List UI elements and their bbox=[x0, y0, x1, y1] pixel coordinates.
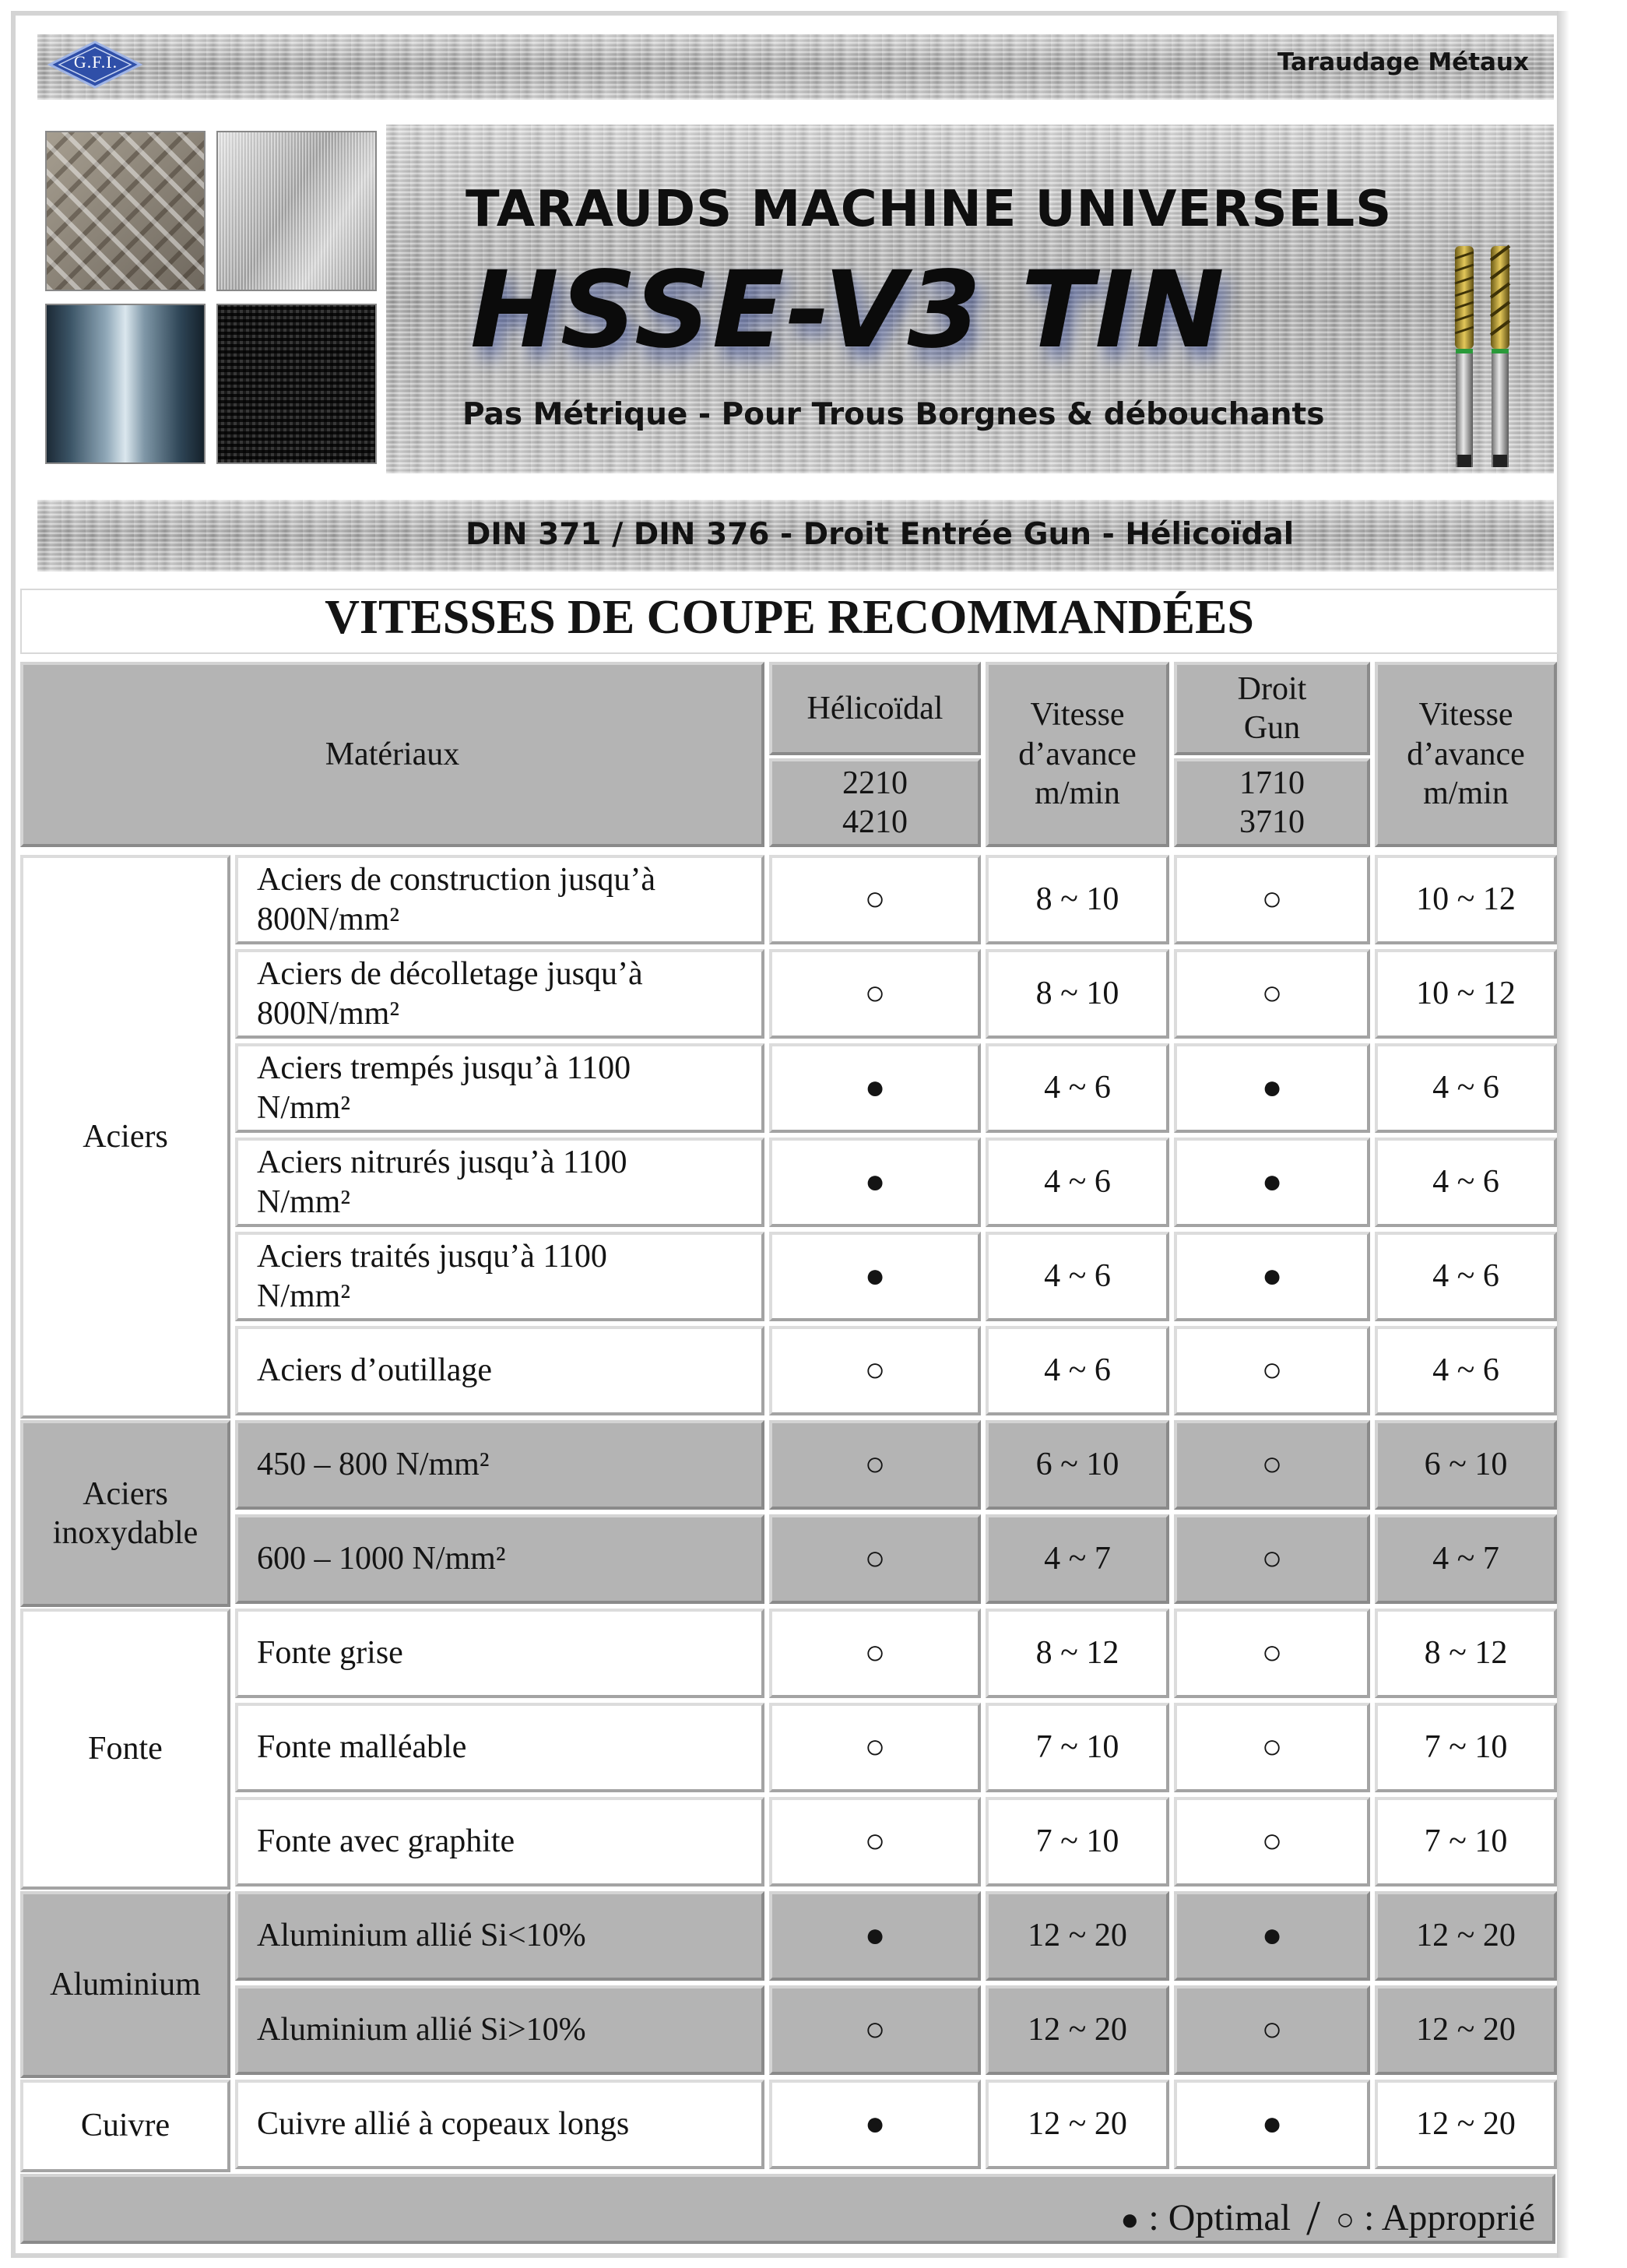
header-helical-refs-text: 2210 4210 bbox=[842, 765, 908, 840]
suitable-circle-icon-text: ○ bbox=[864, 1539, 886, 1578]
suitable-circle-icon bbox=[769, 1420, 981, 1510]
optimal-dot-icon bbox=[769, 2080, 981, 2169]
suitable-circle-icon bbox=[769, 1985, 981, 2075]
suitable-circle-icon-text: ○ bbox=[864, 1445, 886, 1484]
feed-speed-gun bbox=[1375, 1985, 1557, 2075]
material-cell-text: 450 – 800 N/mm² bbox=[257, 1447, 490, 1483]
feed-speed-helical-text: 4 ~ 6 bbox=[1044, 1070, 1111, 1106]
header-helical bbox=[769, 662, 981, 755]
optimal-dot-icon bbox=[769, 1891, 981, 1981]
group-label bbox=[20, 2080, 230, 2172]
group-label-text: Cuivre bbox=[80, 2108, 170, 2144]
suitable-circle-icon bbox=[1174, 1703, 1370, 1792]
feed-speed-gun-text: 10 ~ 12 bbox=[1416, 881, 1516, 918]
optimal-dot-icon-text: ● bbox=[1261, 1916, 1283, 1955]
feed-speed-helical bbox=[986, 1326, 1169, 1415]
feed-speed-helical-text: 4 ~ 7 bbox=[1044, 1541, 1111, 1577]
optimal-dot-icon bbox=[1174, 1232, 1370, 1321]
feed-speed-gun-text: 10 ~ 12 bbox=[1416, 976, 1516, 1012]
optimal-dot-icon bbox=[1174, 1043, 1370, 1133]
header-straight-gun-text: Droit Gun bbox=[1237, 670, 1307, 746]
product-name: HSSE-V3 TIN bbox=[470, 249, 1226, 372]
optimal-dot-icon-text: ● bbox=[1261, 2104, 1283, 2143]
material-cell bbox=[235, 1138, 764, 1227]
optimal-dot-icon-text: ● bbox=[864, 1257, 886, 1296]
optimal-dot-icon bbox=[769, 1043, 981, 1133]
feed-speed-helical-text: 7 ~ 10 bbox=[1035, 1823, 1119, 1860]
optimal-dot-icon bbox=[1174, 1891, 1370, 1981]
optimal-dot-icon-text: ● bbox=[864, 1162, 886, 1201]
material-cell-text: Fonte avec graphite bbox=[257, 1823, 515, 1860]
feed-speed-helical-text: 8 ~ 10 bbox=[1035, 976, 1119, 1012]
tap-straight-icon bbox=[1484, 243, 1516, 470]
material-cell-text: Aciers trempés jusqu’à 1100 N/mm² bbox=[257, 1050, 631, 1126]
product-family-title: TARAUDS MACHINE UNIVERSELS bbox=[466, 181, 1393, 238]
suitable-circle-icon bbox=[1174, 1420, 1370, 1510]
feed-speed-helical-text: 4 ~ 6 bbox=[1044, 1258, 1111, 1295]
suitable-circle-icon bbox=[1174, 949, 1370, 1039]
feed-speed-helical-text: 4 ~ 6 bbox=[1044, 1164, 1111, 1201]
feed-speed-helical-text: 7 ~ 10 bbox=[1035, 1729, 1119, 1766]
feed-speed-gun-text: 12 ~ 20 bbox=[1416, 1918, 1516, 1954]
feed-speed-gun bbox=[1375, 1514, 1557, 1604]
feed-speed-gun-text: 8 ~ 12 bbox=[1424, 1635, 1508, 1672]
feed-speed-gun bbox=[1375, 1232, 1557, 1321]
suitable-circle-icon bbox=[769, 1703, 981, 1792]
header-feed-speed-1-text: Vitesse d’avance m/min bbox=[1018, 697, 1137, 812]
tap-spiral-icon bbox=[1448, 243, 1481, 470]
legend-suitable-label: : Approprié bbox=[1364, 2197, 1535, 2238]
material-cell bbox=[235, 1043, 764, 1133]
material-cell-text: Aciers nitrurés jusqu’à 1100 N/mm² bbox=[257, 1145, 627, 1220]
group-label bbox=[20, 1891, 230, 2078]
feed-speed-gun-text: 12 ~ 20 bbox=[1416, 2106, 1516, 2143]
material-cell bbox=[235, 1891, 764, 1981]
group-label-text: Aluminium bbox=[50, 1966, 201, 2003]
feed-speed-helical bbox=[986, 1609, 1169, 1698]
feed-speed-gun bbox=[1375, 1609, 1557, 1698]
group-label-text: Aciers bbox=[83, 1118, 168, 1155]
suitable-circle-icon bbox=[1174, 1514, 1370, 1604]
material-cell bbox=[235, 1232, 764, 1321]
feed-speed-helical-text: 4 ~ 6 bbox=[1044, 1352, 1111, 1389]
material-cell bbox=[235, 949, 764, 1039]
suitable-circle-icon-text: ○ bbox=[1261, 1633, 1283, 1672]
feed-speed-helical-text: 12 ~ 20 bbox=[1028, 1918, 1127, 1954]
optimal-dot-icon: ● bbox=[1120, 2202, 1140, 2237]
feed-speed-helical bbox=[986, 1514, 1169, 1604]
group-label bbox=[20, 855, 230, 1419]
feed-speed-gun-text: 4 ~ 6 bbox=[1432, 1352, 1499, 1389]
feed-speed-gun bbox=[1375, 1703, 1557, 1792]
suitable-circle-icon-text: ○ bbox=[1261, 1351, 1283, 1390]
feed-speed-gun bbox=[1375, 1138, 1557, 1227]
header-gun-refs bbox=[1174, 758, 1370, 847]
optimal-dot-icon-text: ● bbox=[864, 1068, 886, 1107]
feed-speed-gun-text: 6 ~ 10 bbox=[1424, 1447, 1508, 1483]
feed-speed-gun bbox=[1375, 1420, 1557, 1510]
brushed-steel-image bbox=[216, 131, 377, 291]
suitable-circle-icon bbox=[1174, 1326, 1370, 1415]
material-cell-text: Aciers traités jusqu’à 1100 N/mm² bbox=[257, 1239, 607, 1314]
feed-speed-gun bbox=[1375, 949, 1557, 1039]
material-cell bbox=[235, 1985, 764, 2075]
optimal-dot-icon-text: ● bbox=[864, 1916, 886, 1955]
suitable-circle-icon-text: ○ bbox=[1261, 880, 1283, 919]
feed-speed-gun bbox=[1375, 1326, 1557, 1415]
suitable-circle-icon-text: ○ bbox=[1261, 974, 1283, 1013]
section-tag: Taraudage Métaux bbox=[1277, 48, 1529, 76]
suitable-circle-icon bbox=[1174, 1985, 1370, 2075]
feed-speed-gun bbox=[1375, 1043, 1557, 1133]
suitable-circle-icon bbox=[769, 1514, 981, 1604]
suitable-circle-icon-text: ○ bbox=[1261, 1822, 1283, 1861]
feed-speed-helical bbox=[986, 1232, 1169, 1321]
material-cell bbox=[235, 1609, 764, 1698]
material-cell bbox=[235, 855, 764, 944]
header-feed-speed-2-text: Vitesse d’avance m/min bbox=[1407, 697, 1525, 812]
material-cell-text: Fonte grise bbox=[257, 1635, 403, 1672]
feed-speed-helical bbox=[986, 1138, 1169, 1227]
optimal-dot-icon-text: ● bbox=[864, 2104, 886, 2143]
optimal-dot-icon bbox=[769, 1138, 981, 1227]
optimal-dot-icon-text: ● bbox=[1261, 1068, 1283, 1107]
optimal-dot-icon bbox=[769, 1232, 981, 1321]
feed-speed-gun-text: 4 ~ 6 bbox=[1432, 1258, 1499, 1295]
header-materials bbox=[20, 662, 764, 847]
header-gun-refs-text: 1710 3710 bbox=[1239, 765, 1305, 840]
material-thumbnails bbox=[45, 131, 380, 464]
suitable-circle-icon bbox=[1174, 1609, 1370, 1698]
suitable-circle-icon-text: ○ bbox=[864, 974, 886, 1013]
suitable-circle-icon bbox=[1174, 855, 1370, 944]
feed-speed-gun bbox=[1375, 1891, 1557, 1981]
material-cell bbox=[235, 1420, 764, 1510]
product-subtitle: Pas Métrique - Pour Trous Borgnes & débouchants bbox=[462, 397, 1325, 432]
feed-speed-gun-text: 4 ~ 7 bbox=[1432, 1541, 1499, 1577]
suitable-circle-icon bbox=[769, 1797, 981, 1886]
material-cell-text: Fonte malléable bbox=[257, 1729, 467, 1766]
main-title: VITESSES DE COUPE RECOMMANDÉES bbox=[325, 591, 1254, 644]
feed-speed-gun-text: 7 ~ 10 bbox=[1424, 1729, 1508, 1766]
suitable-circle-icon-text: ○ bbox=[1261, 2010, 1283, 2049]
suitable-circle-icon-text: ○ bbox=[864, 1822, 886, 1861]
feed-speed-helical bbox=[986, 1703, 1169, 1792]
steel-pipe-image bbox=[45, 304, 206, 464]
suitable-circle-icon bbox=[769, 855, 981, 944]
material-cell-text: 600 – 1000 N/mm² bbox=[257, 1541, 506, 1577]
feed-speed-gun bbox=[1375, 2080, 1557, 2169]
header-materials-text: Matériaux bbox=[325, 736, 460, 772]
legend bbox=[1120, 2189, 1535, 2247]
feed-speed-helical bbox=[986, 2080, 1169, 2169]
feed-speed-helical bbox=[986, 1985, 1169, 2075]
optimal-dot-icon bbox=[1174, 1138, 1370, 1227]
feed-speed-gun-text: 4 ~ 6 bbox=[1432, 1070, 1499, 1106]
optimal-dot-icon-text: ● bbox=[1261, 1162, 1283, 1201]
material-cell-text: Aciers de décolletage jusqu’à 800N/mm² bbox=[257, 956, 643, 1032]
logo-text: G.F.I. bbox=[73, 52, 118, 72]
feed-speed-helical-text: 8 ~ 10 bbox=[1035, 881, 1119, 918]
suitable-circle-icon-text: ○ bbox=[864, 1351, 886, 1390]
din-standard-line: DIN 371 / DIN 376 - Droit Entrée Gun - Hélicoïdal bbox=[466, 517, 1295, 552]
feed-speed-helical bbox=[986, 1797, 1169, 1886]
material-cell bbox=[235, 1326, 764, 1415]
feed-speed-helical-text: 12 ~ 20 bbox=[1028, 2012, 1127, 2048]
header-feed-speed-1 bbox=[986, 662, 1169, 847]
feed-speed-helical bbox=[986, 1420, 1169, 1510]
legend-separator: / bbox=[1306, 2190, 1320, 2245]
group-label-text: Fonte bbox=[88, 1731, 163, 1767]
group-label-text: Aciers inoxydable bbox=[52, 1475, 199, 1551]
header-helical-text: Hélicoïdal bbox=[806, 690, 944, 726]
material-cell-text: Aciers de construction jusqu’à 800N/mm² bbox=[257, 862, 656, 937]
feed-speed-helical bbox=[986, 949, 1169, 1039]
suitable-circle-icon: ○ bbox=[1335, 2202, 1355, 2237]
feed-speed-helical bbox=[986, 855, 1169, 944]
feed-speed-gun bbox=[1375, 1797, 1557, 1886]
material-cell-text: Aciers d’outillage bbox=[257, 1352, 493, 1389]
suitable-circle-icon bbox=[769, 1326, 981, 1415]
diamond-plate-image bbox=[45, 131, 206, 291]
feed-speed-helical bbox=[986, 1891, 1169, 1981]
material-cell bbox=[235, 1703, 764, 1792]
feed-speed-gun-text: 7 ~ 10 bbox=[1424, 1823, 1508, 1860]
suitable-circle-icon bbox=[769, 1609, 981, 1698]
optimal-dot-icon bbox=[1174, 2080, 1370, 2169]
feed-speed-helical-text: 6 ~ 10 bbox=[1035, 1447, 1119, 1483]
suitable-circle-icon-text: ○ bbox=[1261, 1728, 1283, 1767]
suitable-circle-icon-text: ○ bbox=[1261, 1445, 1283, 1484]
suitable-circle-icon-text: ○ bbox=[864, 1633, 886, 1672]
header-feed-speed-2 bbox=[1375, 662, 1557, 847]
header-straight-gun bbox=[1174, 662, 1370, 755]
material-cell bbox=[235, 2080, 764, 2169]
material-cell-text: Aluminium allié Si>10% bbox=[257, 2012, 586, 2048]
group-label bbox=[20, 1609, 230, 1890]
feed-speed-helical-text: 12 ~ 20 bbox=[1028, 2106, 1127, 2143]
suitable-circle-icon bbox=[769, 949, 981, 1039]
material-cell-text: Aluminium allié Si<10% bbox=[257, 1918, 586, 1954]
feed-speed-gun-text: 4 ~ 6 bbox=[1432, 1164, 1499, 1201]
feed-speed-gun-text: 12 ~ 20 bbox=[1416, 2012, 1516, 2048]
feed-speed-helical-text: 8 ~ 12 bbox=[1035, 1635, 1119, 1672]
feed-speed-helical bbox=[986, 1043, 1169, 1133]
suitable-circle-icon bbox=[1174, 1797, 1370, 1886]
feed-speed-gun bbox=[1375, 855, 1557, 944]
material-cell-text: Cuivre allié à copeaux longs bbox=[257, 2106, 630, 2143]
optimal-dot-icon-text: ● bbox=[1261, 1257, 1283, 1296]
suitable-circle-icon-text: ○ bbox=[864, 880, 886, 919]
legend-optimal-label: : Optimal bbox=[1148, 2197, 1291, 2238]
suitable-circle-icon-text: ○ bbox=[864, 2010, 886, 2049]
header-helical-refs bbox=[769, 758, 981, 847]
suitable-circle-icon-text: ○ bbox=[864, 1728, 886, 1767]
page-edge-shadow bbox=[1557, 11, 1569, 2258]
suitable-circle-icon-text: ○ bbox=[1261, 1539, 1283, 1578]
material-cell bbox=[235, 1797, 764, 1886]
metal-mesh-image bbox=[216, 304, 377, 464]
material-cell bbox=[235, 1514, 764, 1604]
group-label bbox=[20, 1420, 230, 1607]
